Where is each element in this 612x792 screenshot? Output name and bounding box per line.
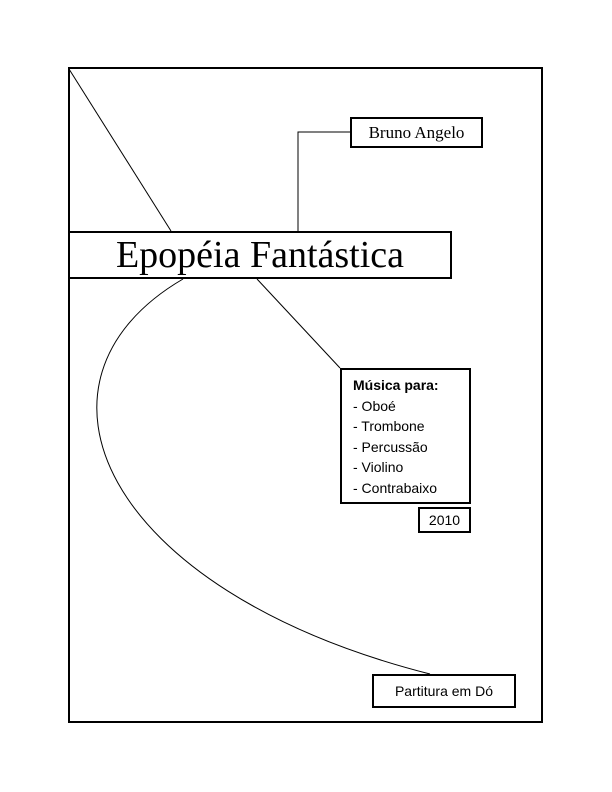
instrumentation-heading: Música para: <box>353 377 439 393</box>
author-box <box>350 117 483 148</box>
author-name: Bruno Angelo <box>368 122 465 142</box>
title-box <box>68 231 452 279</box>
score-title: Epopéia Fantástica <box>115 234 405 276</box>
score-type-label: Partitura em Dó <box>394 683 494 699</box>
instrument-item: - Contrabaixo <box>353 479 438 496</box>
instrument-item: - Percussão <box>353 438 428 455</box>
instrumentation-box <box>340 368 471 504</box>
connector-line-author <box>298 132 350 231</box>
diagonal-line-lower <box>257 279 340 368</box>
year-label: 2010 <box>428 512 461 528</box>
score-type-box <box>372 674 516 708</box>
instrument-item: - Violino <box>353 459 404 475</box>
instrument-list <box>353 396 469 499</box>
instrument-item: - Oboé <box>353 397 396 414</box>
diagonal-line-upper <box>69 69 171 231</box>
year-box <box>418 507 471 533</box>
instrument-item: - Trombone <box>353 418 425 434</box>
